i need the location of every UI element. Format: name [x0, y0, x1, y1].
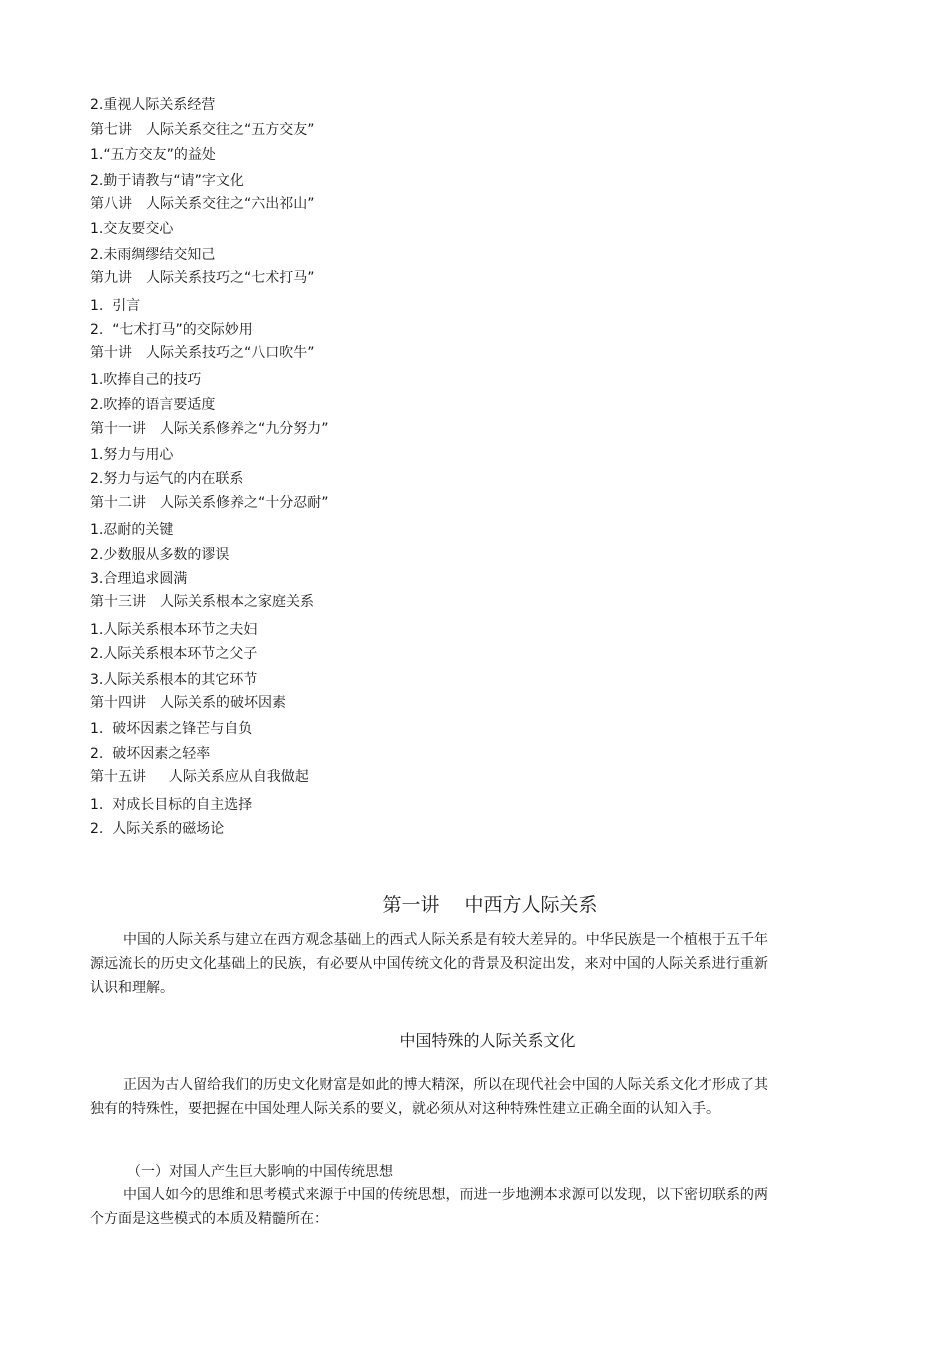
toc-entry: 1.忍耐的关键 [90, 522, 174, 538]
toc-entry: 3.人际关系根本的其它环节 [90, 672, 258, 688]
toc-chapter: 第八讲 人际关系交往之“六出祁山” [90, 196, 315, 212]
toc-chapter: 第九讲 人际关系技巧之“七术打马” [90, 270, 315, 286]
toc-entry: 1. 对成长目标的自主选择 [90, 797, 253, 813]
chapter-title: 第一讲 中西方人际关系 [382, 894, 598, 916]
toc-chapter: 第十讲 人际关系技巧之“八口吹牛” [90, 345, 315, 361]
section-title: 中国特殊的人际关系文化 [399, 1031, 576, 1050]
sub-paragraph: 中国人如今的思维和思考模式来源于中国的传统思想，而进一步地溯本求源可以发现，以下密切联系的两个方面是这些模式的本质及精髓所在： [90, 1187, 768, 1227]
intro-paragraph: 中国的人际关系与建立在西方观念基础上的西式人际关系是有较大差异的。中华民族是一个植根于五千年源远流长的历史文化基础上的民族，有必要从中国传统文化的背景及积淀出发，来对中国的人际关系进行重新认识和理解。 [90, 932, 768, 996]
toc-entry: 2.人际关系根本环节之父子 [90, 646, 258, 662]
toc-entry: 2.吹捧的语言要适度 [90, 397, 216, 413]
toc-chapter: 第七讲 人际关系交往之“五方交友” [90, 122, 315, 138]
toc-chapter: 第十三讲 人际关系根本之家庭关系 [90, 594, 314, 610]
toc-entry: 3.合理追求圆满 [90, 571, 188, 587]
toc-entry: 2. “七术打马”的交际妙用 [90, 322, 253, 338]
toc-chapter: 第十五讲 人际关系应从自我做起 [90, 769, 309, 785]
toc-entry: 1. 破坏因素之锋芒与自负 [90, 721, 253, 737]
toc-chapter: 第十四讲 人际关系的破坏因素 [90, 695, 286, 711]
toc-entry: 2. 人际关系的磁场论 [90, 821, 225, 837]
toc-entry: 1.交友要交心 [90, 221, 174, 237]
section-paragraph: 正因为古人留给我们的历史文化财富是如此的博大精深，所以在现代社会中国的人际关系文化才形成了其独有的特殊性，要把握在中国处理人际关系的要义，就必须从对这种特殊性建立正确全面的认知入手。 [90, 1077, 768, 1117]
toc-entry: 1.“五方交友”的益处 [90, 147, 216, 163]
toc-entry: 2.未雨绸缪结交知己 [90, 247, 216, 263]
toc-entry: 1.人际关系根本环节之夫妇 [90, 622, 258, 638]
toc-entry: 2. 破坏因素之轻率 [90, 746, 211, 762]
toc-chapter: 第十二讲 人际关系修养之“十分忍耐” [90, 495, 329, 511]
toc-entry: 2.少数服从多数的谬误 [90, 547, 230, 563]
toc-entry: 2.勤于请教与“请”字文化 [90, 173, 244, 189]
toc-entry: 2.重视人际关系经营 [90, 97, 216, 113]
toc-entry: 2.努力与运气的内在联系 [90, 471, 244, 487]
subheading: （一）对国人产生巨大影响的中国传统思想 [127, 1164, 393, 1180]
toc-chapter: 第十一讲 人际关系修养之“九分努力” [90, 421, 329, 437]
toc-entry: 1. 引言 [90, 298, 141, 314]
toc-entry: 1.吹捧自己的技巧 [90, 372, 202, 388]
toc-entry: 1.努力与用心 [90, 447, 174, 463]
